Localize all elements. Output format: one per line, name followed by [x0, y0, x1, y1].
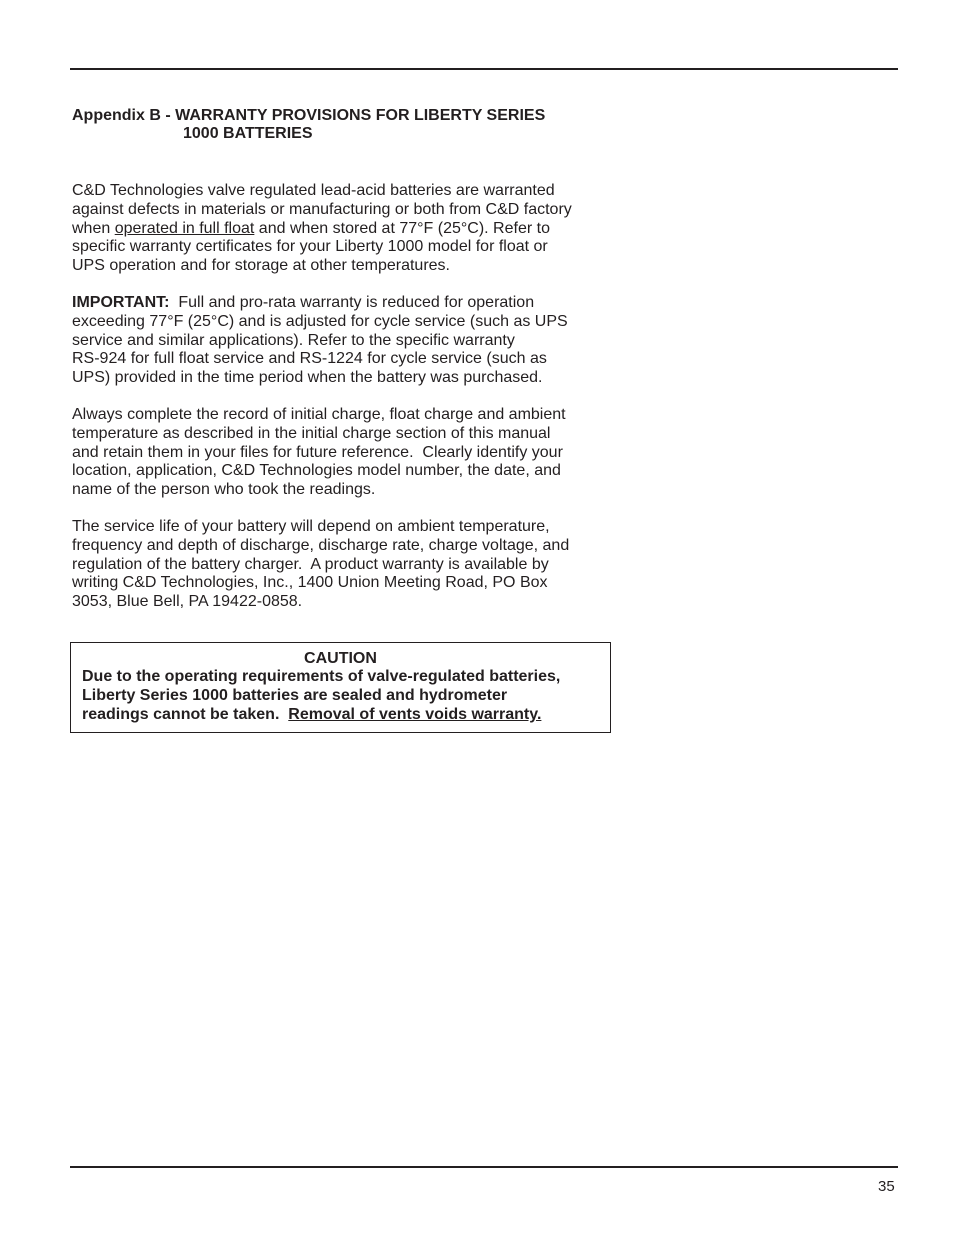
paragraph-line: RS-924 for full float service and RS-1224 for cycle service (such as	[72, 350, 547, 368]
underlined-phrase: operated in full float	[114, 219, 255, 237]
heading-line-2: 1000 BATTERIES	[183, 125, 313, 142]
paragraph-line: frequency and depth of discharge, discharge rate, charge voltage, and	[72, 536, 570, 554]
paragraph-text: Full and pro-rata warranty is reduced for operation	[169, 294, 535, 311]
important-label: IMPORTANT:	[72, 294, 170, 311]
paragraph-line: exceeding 77°F (25°C) and is adjusted for cycle service (such as UPS	[72, 312, 568, 330]
paragraph-line: and retain them in your files for future reference. Clearly identify your	[72, 443, 563, 461]
heading-line-1: Appendix B - WARRANTY PROVISIONS FOR LIBERTY SERIES	[72, 107, 546, 124]
warranty-paragraph	[72, 182, 632, 276]
bottom-rule	[70, 1166, 898, 1168]
paragraph-line: location, application, C&D Technologies model number, the date, and	[72, 462, 561, 480]
paragraph-line: C&D Technologies valve regulated lead-acid batteries are warranted	[72, 182, 555, 199]
caution-text-part: readings cannot be taken.	[82, 705, 289, 723]
record-paragraph	[72, 406, 632, 500]
caution-box	[70, 642, 611, 733]
paragraph-line	[72, 294, 632, 313]
paragraph-line: UPS operation and for storage at other temperatures.	[72, 257, 450, 275]
paragraph-line: service and similar applications). Refer to the specific warranty	[72, 331, 515, 349]
caution-line: Due to the operating requirements of valve-regulated batteries,	[82, 668, 561, 685]
caution-text	[82, 668, 560, 724]
caution-line	[82, 706, 560, 725]
paragraph-line: Always complete the record of initial charge, float charge and ambient	[72, 406, 566, 423]
paragraph-line: against defects in materials or manufacturing or both from C&D factory	[72, 200, 572, 218]
top-rule	[70, 68, 898, 70]
page-number: 35	[878, 1178, 895, 1195]
service-life-paragraph	[72, 518, 632, 612]
paragraph-line: The service life of your battery will depend on ambient temperature,	[72, 518, 550, 535]
paragraph-line: UPS) provided in the time period when the battery was purchased.	[72, 369, 543, 387]
paragraph-text: and when stored at 77°F (25°C). Refer to	[254, 219, 550, 237]
caution-line: Liberty Series 1000 batteries are sealed and hydrometer	[82, 686, 508, 704]
important-paragraph	[72, 294, 632, 388]
appendix-heading	[72, 107, 545, 143]
paragraph-line: specific warranty certificates for your Liberty 1000 model for float or	[72, 238, 548, 256]
caution-title: CAUTION	[304, 650, 377, 667]
caution-underlined-phrase: Removal of vents voids warranty.	[288, 705, 542, 723]
paragraph-text: when	[72, 219, 115, 237]
paragraph-line: writing C&D Technologies, Inc., 1400 Union Meeting Road, PO Box	[72, 574, 548, 592]
paragraph-line: regulation of the battery charger. A product warranty is available by	[72, 555, 549, 573]
paragraph-line: name of the person who took the readings.	[72, 481, 376, 499]
paragraph-line: 3053, Blue Bell, PA 19422-0858.	[72, 593, 303, 611]
paragraph-line: temperature as described in the initial charge section of this manual	[72, 424, 551, 442]
paragraph-line	[72, 220, 632, 239]
